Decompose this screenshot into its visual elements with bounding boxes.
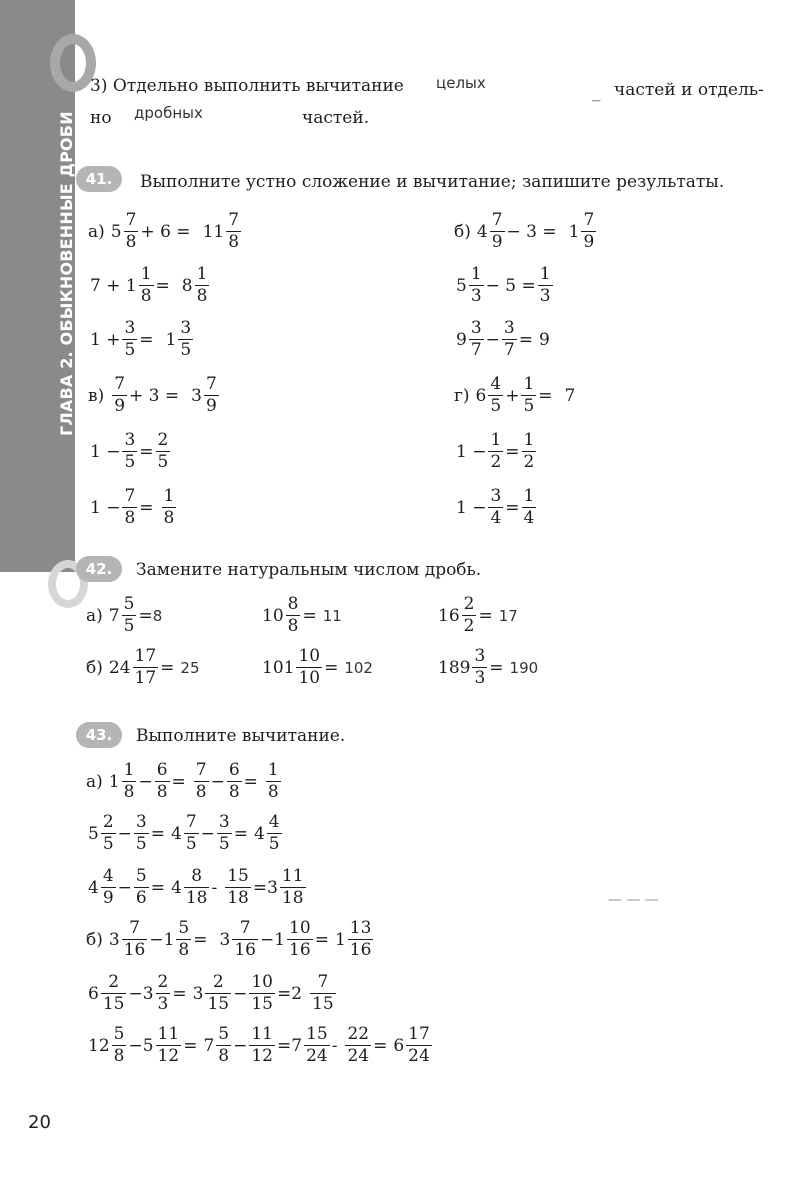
ex3-s3: 4 $\frac{4}{9}$ − $\frac{5}{6}$ = 4 $\frac{8}{18}$ - $\frac{15}{18}$ = 3 $\frac{11}{18}$: [88, 866, 304, 908]
ex1-g3: 1 − $\frac{3}{4}$ = $\frac{1}{4}$: [456, 486, 535, 528]
ex3-s2: 5 $\frac{2}{5}$ − $\frac{3}{5}$ = 4 $\frac{7}{5}$ − $\frac{3}{5}$ = 4 $\frac{4}{5}$: [88, 812, 280, 854]
chapter-title: ГЛАВА 2. ОБЫКНОВЕННЫЕ ДРОБИ: [57, 111, 76, 436]
ex2-r2c3: 189 $\frac{3}{3}$ = 190: [438, 646, 539, 688]
ex2-r1c1: а) 7 $\frac{5}{5}$ = 8: [86, 594, 163, 636]
exercise-title: Выполните вычитание.: [136, 726, 346, 746]
ex1-v3: 1 − $\frac{7}{8}$ = $\frac{1}{8}$: [90, 486, 175, 528]
ex1-b1: б) 4 $\frac{7}{9}$ − 3 = 1 $\frac{7}{9}$: [454, 210, 595, 252]
ex1-b3: 9 $\frac{3}{7}$ − $\frac{3}{7}$ = 9: [456, 318, 550, 360]
intro-fill-2: дробных: [134, 104, 203, 122]
ex1-b2: 5 $\frac{1}{3}$ − 5 = $\frac{1}{3}$: [456, 264, 551, 306]
ex2-r2c2: 101 $\frac{10}{10}$ = 102: [262, 646, 373, 688]
intro-text-4: частей.: [302, 108, 370, 128]
intro-text-1: 3) Отдельно выполнить вычитание: [90, 76, 404, 96]
intro-text-3: но: [90, 108, 112, 128]
ex1-a3: 1 + $\frac{3}{5}$ = 1 $\frac{3}{5}$: [90, 318, 192, 360]
ex1-a2: 7 + 1 $\frac{1}{8}$ = 8 $\frac{1}{8}$: [90, 264, 208, 306]
ex1-a1: а) 5 $\frac{7}{8}$ + 6 = 11 $\frac{7}{8}$: [88, 210, 240, 252]
ex3-s4: б) 3 $\frac{7}{16}$ − 1 $\frac{5}{8}$ = 3 $\frac{7}{16}$ − 1 $\frac{10}{16}$ = 1 $\frac{13}{16}$: [86, 918, 372, 960]
intro-underscore: _: [592, 82, 601, 102]
intro-text-2: частей и отдель-: [614, 80, 764, 100]
exercise-badge: 42.: [76, 556, 122, 582]
ex1-g1: г) 6 $\frac{4}{5}$ + $\frac{1}{5}$ = 7: [454, 374, 576, 416]
exercise-title: Выполните устно сложение и вычитание; запишите результаты.: [140, 172, 725, 192]
ex3-s6: 12 $\frac{5}{8}$ − 5 $\frac{11}{12}$ = 7 $\frac{5}{8}$ − $\frac{11}{12}$ = 7 $\frac{15}{24}$ - $\frac{22}{24}$ = 6 $\frac{17}{24}$: [88, 1024, 430, 1066]
ex2-r2c1: б) 24 $\frac{17}{17}$ = 25: [86, 646, 200, 688]
ex3-s1: а) 1 $\frac{1}{8}$ − $\frac{6}{8}$ = $\frac{7}{8}$ − $\frac{6}{8}$ = $\frac{1}{8}$: [86, 760, 279, 802]
ex1-v2: 1 − $\frac{3}{5}$ = $\frac{2}{5}$: [90, 430, 169, 472]
exercise-title: Замените натуральным числом дробь.: [136, 560, 482, 580]
ex3-s5: 6 $\frac{2}{15}$ − 3 $\frac{2}{3}$ = 3 $\frac{2}{15}$ − $\frac{10}{15}$ = 2 $\frac{7}{15}$: [88, 972, 334, 1014]
ex2-r1c2: 10 $\frac{8}{8}$ = 11: [262, 594, 342, 636]
ex1-g2: 1 − $\frac{1}{2}$ = $\frac{1}{2}$: [456, 430, 535, 472]
intro-fill-1: целых: [436, 74, 486, 92]
ex2-r1c3: 16 $\frac{2}{2}$ = 17: [438, 594, 518, 636]
exercise-badge: 41.: [76, 166, 122, 192]
pencil-mark: — — —: [608, 892, 659, 908]
ex1-v1: в) $\frac{7}{9}$ + 3 = 3 $\frac{7}{9}$: [88, 374, 217, 416]
exercise-badge: 43.: [76, 722, 122, 748]
page-number: 20: [28, 1112, 51, 1133]
